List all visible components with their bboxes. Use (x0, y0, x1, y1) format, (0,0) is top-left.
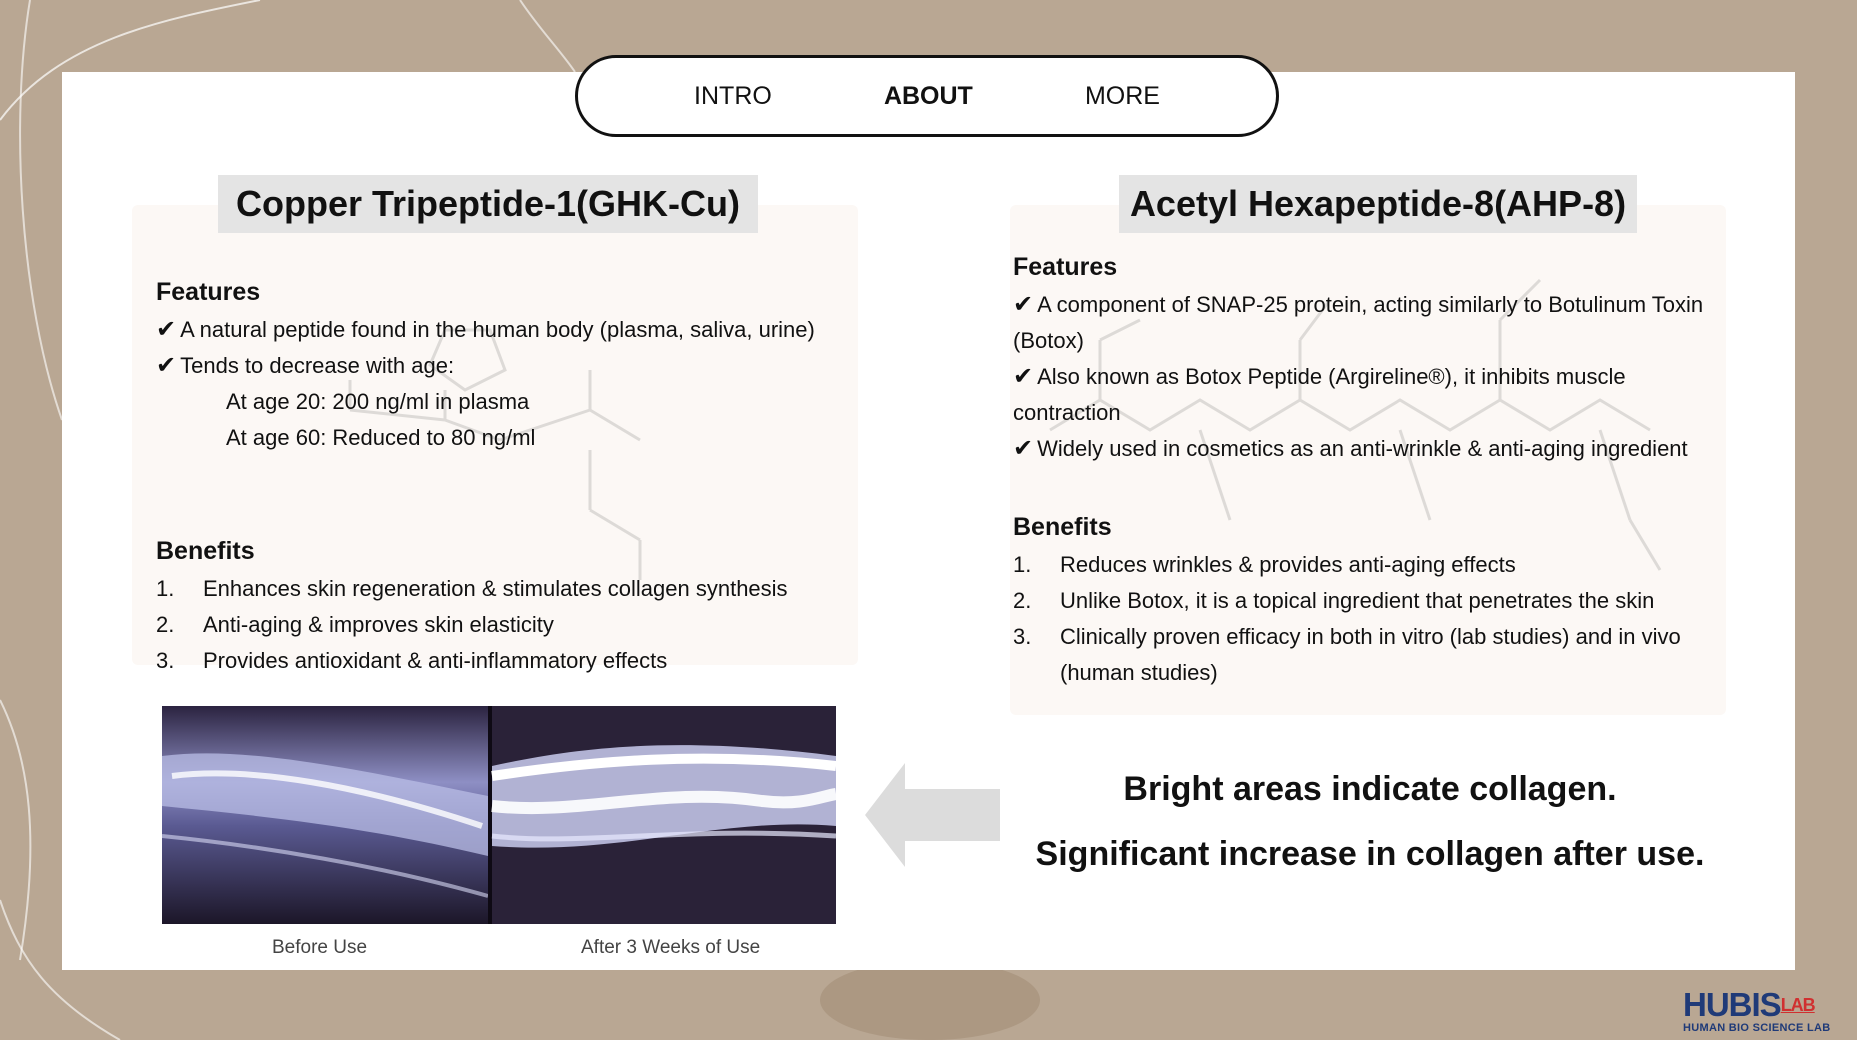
list-number: 2. (1013, 588, 1032, 613)
feature-text: Also known as Botox Peptide (Argireline®), it inhibits muscle contraction (1013, 364, 1626, 425)
hubislab-logo (1683, 988, 1853, 1034)
callout-line-1: Bright areas indicate collagen. (1123, 770, 1617, 808)
list-item (1013, 583, 1733, 619)
left-features (156, 272, 816, 456)
benefit-text: Anti-aging & improves skin elasticity (203, 612, 554, 637)
right-benefits-heading: Benefits (1013, 513, 1112, 541)
checkmark-icon: ✔ (1013, 291, 1034, 318)
left-benefits-heading: Benefits (156, 537, 255, 565)
checkmark-icon: ✔ (1013, 363, 1034, 390)
left-features-heading: Features (156, 278, 261, 306)
left-title: Copper Tripeptide-1(GHK-Cu) (218, 175, 758, 233)
after-caption: After 3 Weeks of Use (581, 937, 761, 958)
benefit-text: Enhances skin regeneration & stimulates collagen synthesis (203, 576, 788, 601)
list-item (1013, 287, 1733, 359)
list-number: 3. (1013, 624, 1032, 649)
benefit-text: Reduces wrinkles & provides anti-aging effects (1060, 552, 1516, 577)
before-caption: Before Use (272, 937, 368, 958)
checkmark-icon: ✔ (1013, 435, 1034, 462)
list-number: 1. (156, 576, 175, 601)
right-benefits (1013, 507, 1733, 691)
list-item (1013, 359, 1733, 431)
checkmark-icon: ✔ (156, 352, 177, 379)
feature-text: Widely used in cosmetics as an anti-wrinkle & anti-aging ingredient (1037, 436, 1688, 461)
benefit-text: Clinically proven efficacy in both in vitro (lab studies) and in vivo (human studies) (1060, 624, 1681, 685)
list-item (156, 312, 816, 348)
tab-intro[interactable]: INTRO (694, 81, 772, 110)
list-item (1013, 619, 1733, 691)
feature-text: A natural peptide found in the human body (plasma, saliva, urine) (180, 317, 815, 342)
left-benefits (156, 531, 856, 679)
feature-text: Tends to decrease with age: (180, 353, 455, 378)
feature-text: A component of SNAP-25 protein, acting similarly to Botulinum Toxin (Botox) (1013, 292, 1704, 353)
list-item (1013, 547, 1733, 583)
skin-scan-picture (162, 706, 836, 924)
age-line: At age 20: 200 ng/ml in plasma (226, 389, 530, 414)
left-arrow-icon (865, 763, 1000, 867)
tab-more[interactable]: MORE (1084, 81, 1160, 110)
logo-wordmark: $HUBIS^{LAB}$ (1683, 986, 1815, 1023)
benefit-text: Provides antioxidant & anti-inflammatory effects (203, 648, 668, 673)
tab-about[interactable]: ABOUT (883, 81, 973, 110)
list-item (156, 571, 856, 607)
right-features (1013, 247, 1733, 467)
list-number: 2. (156, 612, 175, 637)
logo-subtitle: HUMAN BIO SCIENCE LAB (1683, 1022, 1831, 1034)
callout-line-2: Significant increase in collagen after use. (1035, 835, 1705, 873)
checkmark-icon: ✔ (156, 316, 177, 343)
collagen-comparison-image (162, 706, 836, 924)
list-number: 3. (156, 648, 175, 673)
list-item (1013, 431, 1733, 467)
age-line: At age 60: Reduced to 80 ng/ml (226, 425, 536, 450)
list-number: 1. (1013, 552, 1032, 577)
right-title: Acetyl Hexapeptide-8(AHP-8) (1119, 175, 1637, 233)
right-features-heading: Features (1013, 253, 1118, 281)
list-item (156, 643, 856, 679)
benefit-text: Unlike Botox, it is a topical ingredient that penetrates the skin (1060, 588, 1655, 613)
list-item (156, 607, 856, 643)
list-item (156, 348, 816, 384)
top-nav (575, 55, 1279, 137)
